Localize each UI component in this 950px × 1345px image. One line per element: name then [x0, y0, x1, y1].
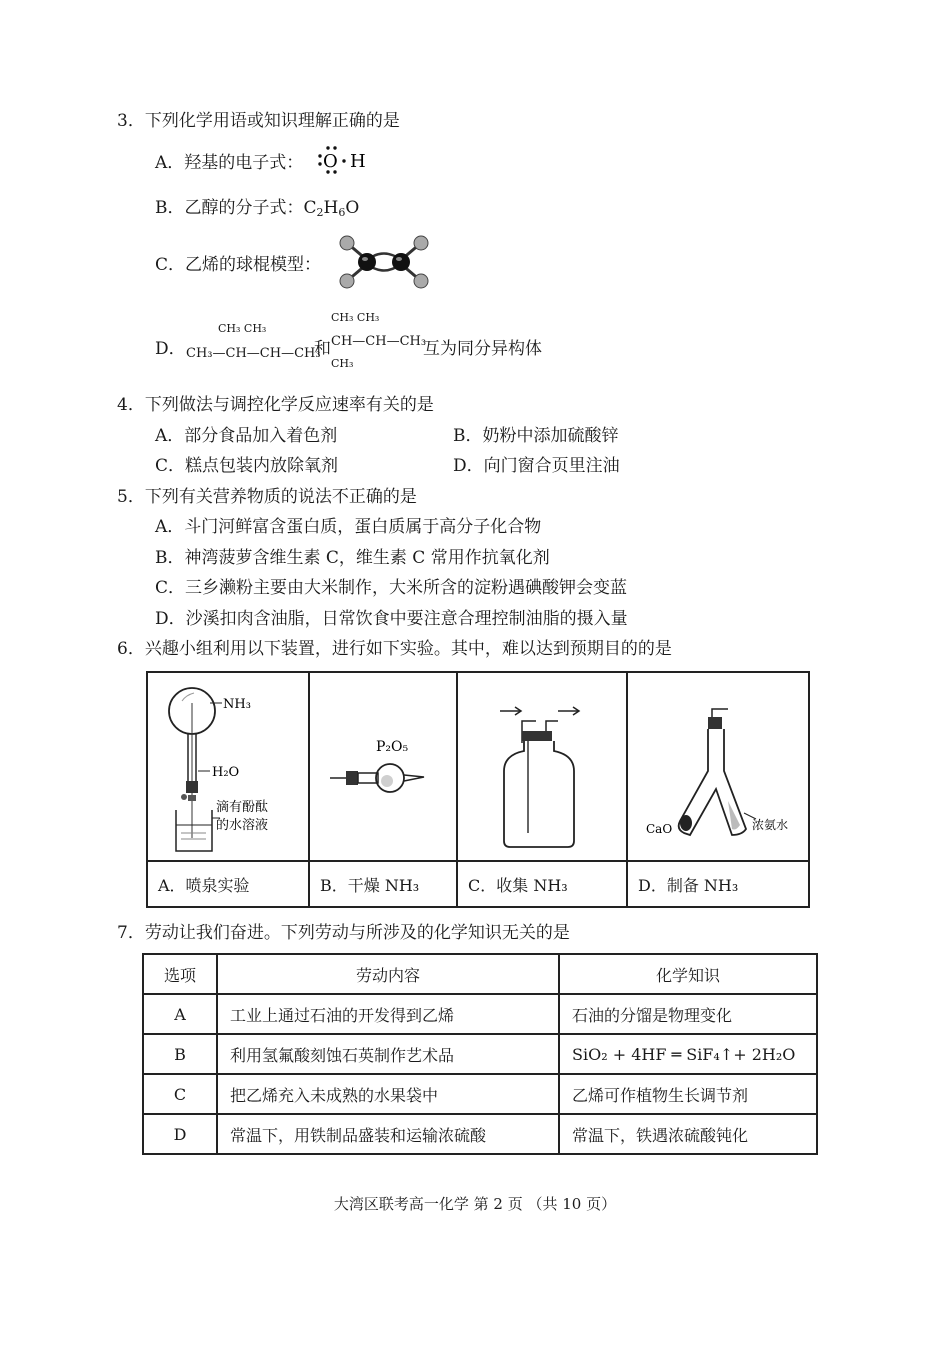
apparatus-table [146, 671, 810, 908]
row-option: A [143, 994, 217, 1034]
q4-option-c: C．糕点包装内放除氧剂 [155, 456, 339, 476]
page-footer: 大湾区联考高一化学 第 2 页 （共 10 页） [333, 1195, 617, 1213]
formula-h: H [323, 198, 339, 218]
formula-c-count: 2 [316, 206, 324, 219]
d-struct2-bottom: CH₃ [331, 357, 354, 370]
row-option: C [143, 1074, 217, 1114]
row-option: B [143, 1034, 217, 1074]
formula-o: O [345, 198, 360, 218]
d-struct1-branches: CH₃ CH₃ [218, 322, 267, 335]
q6-stem: 6．兴趣小组利用以下装置，进行如下实验。其中，难以达到预期目的的是 [117, 639, 672, 659]
gas-bottle-icon [458, 673, 626, 855]
row-option: D [143, 1114, 217, 1154]
q4-option-b: B．奶粉中添加硫酸锌 [453, 426, 619, 446]
label-nh3: NH₃ [223, 697, 251, 712]
y-tube-icon [628, 673, 808, 855]
d-struct2-branches: CH₃ CH₃ [331, 311, 380, 324]
apparatus-d-preparation [627, 672, 809, 861]
label-cao: CaO [646, 822, 673, 836]
q5-option-b: B．神湾菠萝含维生素 C，维生素 C 常用作抗氧化剂 [155, 548, 550, 568]
caption-d: D．制备 NH₃ [627, 861, 809, 907]
hydroxyl-o: O [323, 151, 338, 172]
table-row [143, 994, 817, 1034]
q3-option-b [155, 193, 359, 219]
row-knowledge: 常温下，铁遇浓硫酸钝化 [559, 1114, 817, 1154]
row-knowledge: 乙烯可作植物生长调节剂 [559, 1074, 817, 1114]
q5-option-d: D．沙溪扣肉含油脂，日常饮食中要注意合理控制油脂的摄入量 [155, 609, 628, 629]
q4-stem: 4．下列做法与调控化学反应速率有关的是 [117, 395, 434, 415]
header-labor: 劳动内容 [217, 954, 559, 994]
header-option: 选项 [143, 954, 217, 994]
table-header-row [143, 954, 817, 994]
drying-tube-icon [310, 673, 456, 855]
q3-a-label: A．羟基的电子式： [155, 153, 304, 173]
label-h2o: H₂O [212, 765, 240, 780]
d-struct1-main: CH₃—CH—CH—CH₃ [186, 346, 321, 361]
label-ammonia: 浓氨水 [752, 818, 789, 832]
formula-h-count: 6 [338, 206, 346, 219]
row-knowledge: 石油的分馏是物理变化 [559, 994, 817, 1034]
d-tail: 互为同分异构体 [423, 339, 542, 359]
q5-stem: 5．下列有关营养物质的说法不正确的是 [117, 487, 417, 507]
formula-c: C [303, 198, 317, 218]
label-drip1: 滴有酚酞 [216, 800, 269, 815]
hydroxyl-h: H [350, 151, 366, 172]
apparatus-b-drying [309, 672, 457, 861]
q7-table [142, 953, 818, 1155]
q3-option-a [155, 148, 303, 173]
apparatus-a-fountain [147, 672, 309, 861]
table-row [143, 1114, 817, 1154]
q7-stem: 7．劳动让我们奋进。下列劳动与所涉及的化学知识无关的是 [117, 923, 570, 943]
row-knowledge: SiO₂ + 4HF ═ SiF₄↑+ 2H₂O [559, 1034, 817, 1074]
table-row [143, 1074, 817, 1114]
caption-c: C．收集 NH₃ [457, 861, 627, 907]
caption-b: B．干燥 NH₃ [309, 861, 457, 907]
q5-option-a: A．斗门河鲜富含蛋白质，蛋白质属于高分子化合物 [155, 517, 542, 537]
q3-stem: 3．下列化学用语或知识理解正确的是 [117, 111, 400, 131]
q4-option-d: D．向门窗合页里注油 [453, 456, 620, 476]
header-knowledge: 化学知识 [559, 954, 817, 994]
q5-option-c: C．三乡濑粉主要由大米制作，大米所含的淀粉遇碘酸钾会变蓝 [155, 578, 628, 598]
ethylene-ball-stick-model [335, 233, 435, 291]
row-labor: 工业上通过石油的开发得到乙烯 [217, 994, 559, 1034]
d-and: 和 [314, 339, 331, 359]
caption-a: A．喷泉实验 [147, 861, 309, 907]
fountain-apparatus-icon [148, 673, 308, 855]
row-labor: 利用氢氟酸刻蚀石英制作艺术品 [217, 1034, 559, 1074]
label-drip2: 的水溶液 [216, 818, 269, 833]
table-row [143, 1034, 817, 1074]
hydroxyl-electron-formula [314, 143, 374, 177]
q3-option-d-label: D． [155, 339, 186, 359]
row-labor: 常温下，用铁制品盛装和运输浓硫酸 [217, 1114, 559, 1154]
d-struct2-main: CH—CH—CH₃ [331, 334, 427, 349]
row-labor: 把乙烯充入未成熟的水果袋中 [217, 1074, 559, 1114]
q3-option-c: C．乙烯的球棍模型： [155, 255, 322, 275]
label-p2o5: P₂O₅ [376, 739, 409, 755]
q4-option-a: A．部分食品加入着色剂 [155, 426, 338, 446]
apparatus-c-collecting [457, 672, 627, 861]
q3-b-label: B．乙醇的分子式： [155, 198, 304, 218]
